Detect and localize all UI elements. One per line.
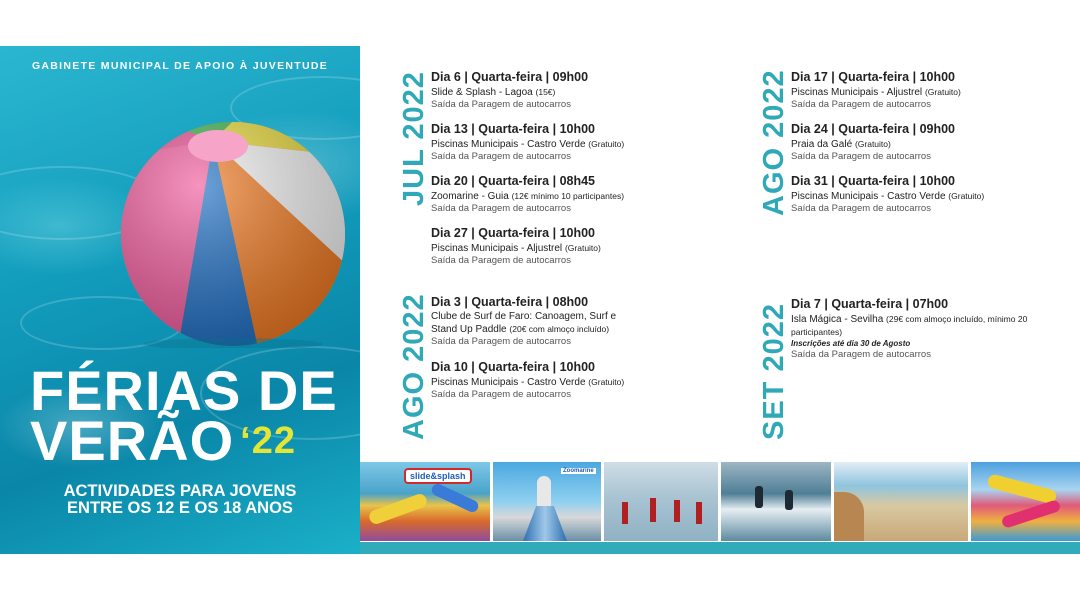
paddler-figure	[650, 498, 656, 522]
event-place: Praia da Galé	[791, 139, 853, 150]
event-item	[791, 70, 1061, 111]
event-item	[431, 70, 701, 111]
event-date: Dia 3 | Quarta-feira | 08h00	[431, 295, 589, 309]
event-departure: Saída da Paragem de autocarros	[431, 255, 571, 266]
event-place: Slide & Splash - Lagoa	[431, 87, 533, 98]
tower-shape	[537, 476, 551, 506]
subtitle-line-1: ACTIVIDADES PARA JOVENS	[63, 482, 297, 500]
organization-name: GABINETE MUNICIPAL DE APOIO À JUVENTUDE	[31, 60, 329, 72]
event-departure: Saída da Paragem de autocarros	[431, 151, 571, 162]
event-price: (12€ mínimo 10 participantes)	[511, 191, 625, 201]
event-price: (15€)	[535, 87, 556, 97]
event-departure: Saída da Paragem de autocarros	[431, 203, 571, 214]
event-place: Isla Mágica - Sevilha	[791, 314, 884, 325]
event-date: Dia 31 | Quarta-feira | 10h00	[791, 174, 956, 188]
event-price: (20€ com almoço incluído)	[509, 324, 610, 334]
photo-beach	[834, 462, 968, 541]
event-price: (Gratuito)	[948, 191, 985, 201]
event-date: Dia 7 | Quarta-feira | 07h00	[791, 297, 949, 311]
event-departure: Saída da Paragem de autocarros	[791, 203, 931, 214]
slide-shape	[367, 492, 428, 526]
month-label-ago: AGO 2022	[398, 293, 430, 440]
poster-title	[30, 359, 338, 472]
cliff-shape	[834, 492, 864, 541]
photo-water-park	[360, 462, 490, 541]
photo-paddle	[604, 462, 718, 541]
slide-shape	[430, 482, 480, 514]
zoomarine-logo: Zoomarine	[563, 468, 594, 474]
slide-shape	[1001, 499, 1062, 529]
surfer-figure	[755, 486, 763, 508]
paddler-figure	[674, 500, 680, 522]
event-item	[431, 360, 701, 401]
event-date: Dia 6 | Quarta-feira | 09h00	[431, 70, 589, 84]
event-date: Dia 20 | Quarta-feira | 08h45	[431, 174, 596, 188]
title-year: ‘22	[240, 420, 296, 462]
subtitle-line-2: ENTRE OS 12 E OS 18 ANOS	[67, 499, 293, 517]
photo-isla-magica	[971, 462, 1080, 541]
event-price: (Gratuito)	[564, 243, 601, 253]
paddler-figure	[696, 502, 702, 524]
month-label-ago: AGO 2022	[758, 69, 790, 216]
event-item	[791, 122, 1061, 163]
event-date: Dia 13 | Quarta-feira | 10h00	[431, 122, 596, 136]
event-departure: Saída da Paragem de autocarros	[431, 389, 571, 400]
event-place: Piscinas Municipais - Aljustrel	[431, 243, 563, 254]
event-price: (Gratuito)	[854, 139, 891, 149]
title-line-2: VERÃO	[30, 409, 235, 472]
photo-zoomarine	[493, 462, 601, 541]
event-date: Dia 10 | Quarta-feira | 10h00	[431, 360, 596, 374]
event-date: Dia 17 | Quarta-feira | 10h00	[791, 70, 956, 84]
event-place: Piscinas Municipais - Aljustrel	[791, 87, 923, 98]
event-price: (Gratuito)	[924, 87, 961, 97]
event-place: Piscinas Municipais - Castro Verde	[431, 139, 586, 150]
event-departure: Saída da Paragem de autocarros	[791, 99, 931, 110]
event-date: Dia 24 | Quarta-feira | 09h00	[791, 122, 956, 136]
title-line-1: FÉRIAS DE	[30, 359, 338, 422]
surfer-figure	[785, 490, 793, 510]
month-label-jul: JUL 2022	[398, 71, 430, 206]
accent-bar	[360, 542, 1080, 554]
event-price: (Gratuito)	[588, 139, 625, 149]
event-item	[431, 295, 641, 348]
poster-subtitle	[0, 483, 360, 517]
slide-shape	[523, 506, 567, 541]
event-place: Zoomarine - Guia	[431, 191, 509, 202]
event-place: Piscinas Municipais - Castro Verde	[791, 191, 946, 202]
slide-shape	[986, 473, 1057, 505]
month-label-set: SET 2022	[758, 303, 790, 440]
event-place: Clube de Surf de Faro: Canoagem, Surf e Stand Up Paddle	[431, 311, 617, 335]
event-item	[431, 226, 701, 267]
event-item	[431, 122, 701, 163]
poster-panel	[0, 46, 360, 554]
photo-surf	[721, 462, 831, 541]
event-price: (Gratuito)	[588, 377, 625, 387]
event-departure: Saída da Paragem de autocarros	[431, 99, 571, 110]
event-departure: Saída da Paragem de autocarros	[791, 151, 931, 162]
event-price: (29€ com almoço incluído, mínimo 20 participantes)	[791, 314, 1028, 337]
event-date: Dia 27 | Quarta-feira | 10h00	[431, 226, 596, 240]
event-registration-note: Inscrições até dia 30 de Agosto	[791, 339, 911, 348]
event-departure: Saída da Paragem de autocarros	[431, 336, 571, 347]
event-item	[791, 297, 1031, 361]
event-item	[791, 174, 1061, 215]
paddler-figure	[622, 502, 628, 524]
beach-ball-icon	[118, 116, 348, 348]
event-item	[431, 174, 701, 215]
slide-splash-logo: slide&splash	[404, 468, 472, 484]
event-place: Piscinas Municipais - Castro Verde	[431, 377, 586, 388]
event-departure: Saída da Paragem de autocarros	[791, 349, 931, 360]
